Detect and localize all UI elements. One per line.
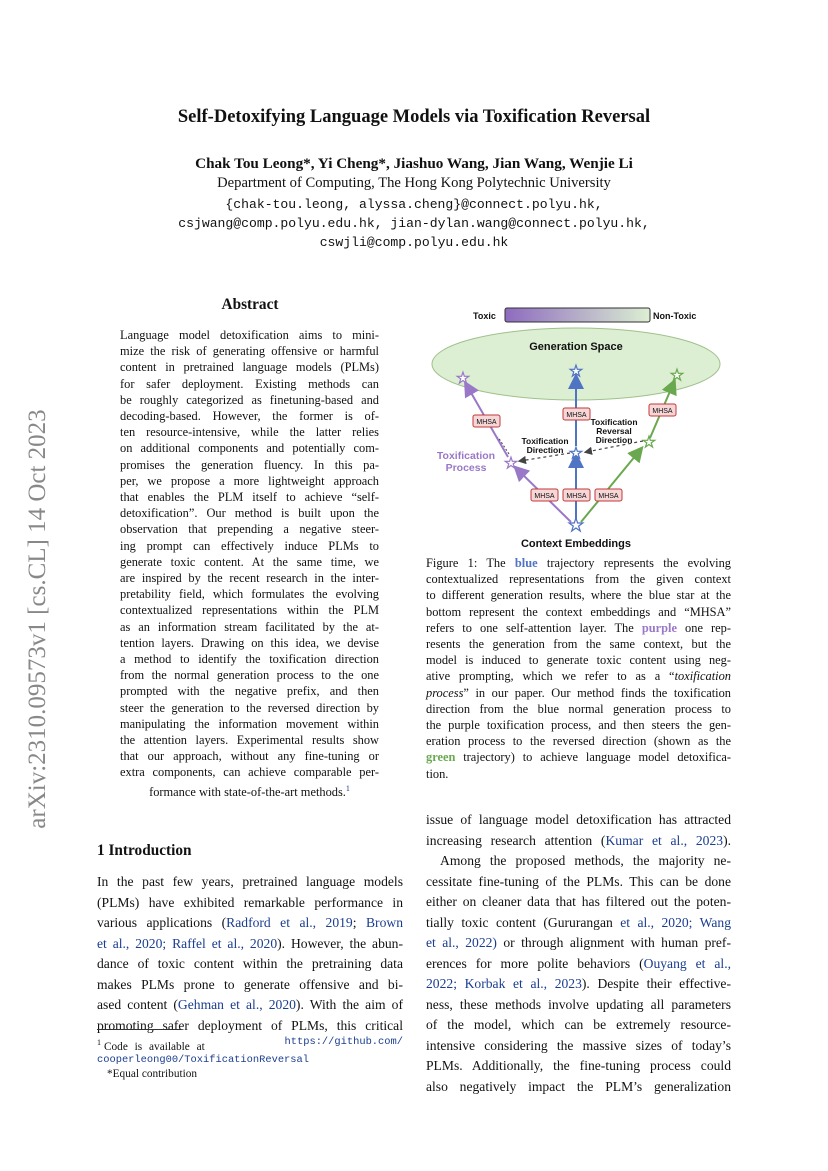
- text-line: promises the generation fluency. In this pa-: [120, 457, 379, 472]
- text-line: Figure 1: The blue trajectory represents the evolving: [426, 556, 731, 570]
- text-line: ness, these methods involve updating all parameters: [426, 996, 731, 1012]
- text-line: observation that prepending a negative steer-: [120, 522, 379, 537]
- section-heading: 1 Introduction: [97, 842, 192, 859]
- intro-left-paragraph: [97, 872, 403, 1036]
- text-line: In the past few years, pretrained language models: [97, 874, 403, 889]
- text-line: tion.: [426, 766, 449, 781]
- text-line: model is induced to generate toxic content using neg-: [426, 653, 731, 668]
- toxification-process-label: Toxification: [436, 450, 496, 462]
- toxification-process-label: Process: [445, 462, 487, 474]
- text-line: for safer deployment. Existing methods can: [120, 376, 379, 391]
- footnote-link-continued[interactable]: cooperleong00/ToxificationReversal: [97, 1054, 310, 1067]
- mhsa-box: [563, 489, 590, 501]
- text-line: of the model, which can be extremely resource-: [426, 1017, 731, 1032]
- context-embeddings-label: Context Embeddings: [520, 538, 632, 550]
- green-star-icon: ★: [642, 434, 656, 451]
- email-line: csjwang@comp.polyu.edu.hk, jian-dylan.wang@connect.polyu.hk,: [178, 216, 650, 231]
- text-line: tention layers. Drawing on this idea, we devise: [120, 635, 379, 650]
- footnote-link[interactable]: https://github.com/: [284, 1036, 403, 1048]
- text-line: resents the generation from the same context, but the: [426, 637, 731, 652]
- text-line: et al., 2020; Raffel et al., 2020). However, the abun-: [97, 935, 403, 951]
- text-line: that enables the PLM itself to achieve “self-: [120, 490, 379, 505]
- purple-star-icon: ★: [504, 455, 518, 472]
- text-line: PLMs. Additionally, the fine-tuning process could: [426, 1058, 731, 1073]
- figure-1-diagram: [428, 302, 728, 552]
- text-line: eration process to the reversed direction (shown as the: [426, 734, 731, 749]
- text-line: bottom represent the context embeddings and “MHSA”: [426, 604, 731, 619]
- toxicity-scale-bar: [505, 308, 650, 322]
- text-line: the attention layers. Experimental results show: [120, 733, 379, 748]
- author-list: Chak Tou Leong*, Yi Cheng*, Jiashuo Wang, Jian Wang, Wenjie Li: [195, 155, 633, 172]
- svg-text:MHSA: MHSA: [534, 493, 555, 500]
- blue-star-icon: ★: [569, 445, 583, 462]
- abstract-body: [120, 327, 379, 800]
- text-line: green trajectory) to achieve language model detoxifica-: [426, 750, 731, 765]
- text-line: Among the proposed methods, the majority ne-: [440, 853, 731, 868]
- text-line: promoting safer deployment of PLMs, this critical: [97, 1017, 403, 1033]
- text-line: cessitate fine-tuning of the PLMs. This can be done: [426, 873, 731, 889]
- figure-caption: [426, 555, 731, 782]
- text-line: contextualized representations within the PLM: [120, 603, 379, 618]
- text-line: dance of toxic content within the pretraining data: [97, 956, 403, 971]
- text-line: various applications (Radford et al., 2019; Brown: [97, 915, 403, 930]
- text-line: steer the generation to the reversed direction by: [120, 700, 379, 715]
- text-line: direction from the blue normal generation process to: [426, 701, 731, 716]
- text-line: refers to one self-attention layer. The purple one rep-: [426, 620, 731, 635]
- reversal-direction-label: Direction: [595, 435, 633, 445]
- text-line: decoding-based. However, the former is of-: [120, 409, 379, 424]
- blue-star-icon: ★: [569, 363, 583, 380]
- text-line: pretability field, which formulates the evolving: [120, 587, 379, 602]
- text-line: makes PLMs prone to generate offensive and bi-: [97, 976, 403, 992]
- text-line: extra components, can achieve comparable per-: [120, 765, 379, 780]
- text-line: Language model detoxification aims to mini-: [120, 328, 379, 342]
- text-line: be roughly categorized as finetuning-based and: [120, 392, 379, 407]
- mhsa-box: [649, 404, 676, 416]
- text-line: as an information stream facilitated by the at-: [120, 619, 379, 634]
- text-line: the purple toxification process, and then steers the gen-: [426, 718, 731, 733]
- text-line: from the normal generation process to the one: [120, 668, 379, 683]
- text-line: increasing research attention (Kumar et al., 2023).: [426, 832, 731, 848]
- toxification-direction-label: Toxification: [521, 436, 569, 446]
- generation-space-label: Generation Space: [529, 341, 623, 353]
- abstract-heading: Abstract: [221, 296, 279, 313]
- text-line: also negatively impact the PLM’s generalization: [426, 1078, 731, 1094]
- mhsa-box: [473, 415, 500, 427]
- arxiv-identifier: arXiv:2310.09573v1 [cs.CL] 14 Oct 2023: [24, 409, 51, 829]
- text-line: on additional components and potentially com-: [120, 441, 379, 456]
- text-line: mize the risk of generating offensive or harmful: [120, 344, 379, 359]
- text-line: that our approach, without any fine-tuning or: [120, 749, 379, 764]
- text-line: contextualized representations from the given context: [426, 572, 731, 587]
- text-line: per, we propose a more lightweight approach: [120, 473, 379, 488]
- text-line: manipulating the information movement within: [120, 716, 379, 731]
- text-line: ative prompting, which we refer to as a “toxification: [426, 669, 731, 684]
- footnote-rule: [97, 1029, 181, 1030]
- toxification-direction-label: Direction: [526, 445, 564, 455]
- text-line: either on cleaner data that has filtered out the poten-: [426, 894, 731, 909]
- nontoxic-label: Non-Toxic: [653, 311, 697, 321]
- text-line: process” in our paper. Our method finds the toxification: [426, 685, 731, 700]
- reversal-direction-label: Reversal: [596, 426, 632, 436]
- mhsa-box: [563, 408, 590, 420]
- text-line: ten resource-intensive, while the latter relies: [120, 425, 379, 440]
- text-line: ased content (Gehman et al., 2020). With the aim of: [97, 997, 403, 1012]
- context-star-icon: ★: [567, 515, 585, 535]
- text-line: a method to identify the toxification direction: [120, 652, 379, 667]
- paper-title: Self-Detoxifying Language Models via Toxification Reversal: [177, 107, 651, 127]
- text-line: ing prompt can effectively induce PLMs to: [120, 538, 379, 553]
- equal-contribution-note: *Equal contribution: [107, 1067, 198, 1080]
- text-line: detoxification”. Our method is built upon the: [120, 506, 379, 521]
- text-line: issue of language model detoxification has attracted: [426, 812, 731, 827]
- footnote: [97, 1036, 403, 1081]
- intro-right-paragraph: [426, 810, 731, 1097]
- text-line: et al., 2022) or through alignment with human pref-: [426, 935, 731, 950]
- svg-text:MHSA: MHSA: [598, 493, 619, 500]
- text-line: to different generation results, where the blue star at the: [426, 588, 731, 603]
- footnote-prefix: Code is available at: [104, 1040, 205, 1053]
- footnote-ref: 1: [345, 783, 350, 793]
- text-line: tially toxic content (Gururangan et al., 2020; Wang: [426, 914, 731, 930]
- mhsa-box: [595, 489, 622, 501]
- svg-text:MHSA: MHSA: [566, 412, 587, 419]
- svg-text:MHSA: MHSA: [476, 419, 497, 426]
- email-line: {chak-tou.leong, alyssa.cheng}@connect.polyu.hk,: [225, 197, 603, 212]
- text-line: content in pretrained language models (PLMs): [120, 360, 379, 375]
- reversal-direction-label: Toxification: [590, 417, 638, 427]
- text-line: 2022; Korbak et al., 2023). Despite their effective-: [426, 976, 731, 991]
- text-line: (PLMs) have exhibited remarkable performance in: [97, 894, 403, 910]
- mhsa-box: [531, 489, 558, 501]
- text-line: erences for more polite behaviors (Ouyang et al.,: [426, 955, 731, 971]
- affiliation: Department of Computing, The Hong Kong Polytechnic University: [217, 175, 611, 191]
- green-star-icon: ★: [670, 367, 684, 384]
- text-line: generate toxic content. At the same time, we: [120, 554, 379, 569]
- email-line: cswjli@comp.polyu.edu.hk: [319, 235, 509, 250]
- footnote-mark: 1: [97, 1038, 101, 1047]
- text-line: formance with state-of-the-art methods.$^1$: [149, 783, 350, 799]
- text-line: intensive considering the massive sizes of today’s: [426, 1037, 731, 1053]
- text-line: are inspired by the recent research in the inter-: [120, 571, 379, 586]
- purple-star-icon: ★: [456, 370, 470, 387]
- text-line: prompted with the negative prefix, and then: [120, 684, 379, 699]
- toxic-label: Toxic: [473, 311, 496, 321]
- svg-text:MHSA: MHSA: [566, 493, 587, 500]
- svg-text:MHSA: MHSA: [652, 408, 673, 415]
